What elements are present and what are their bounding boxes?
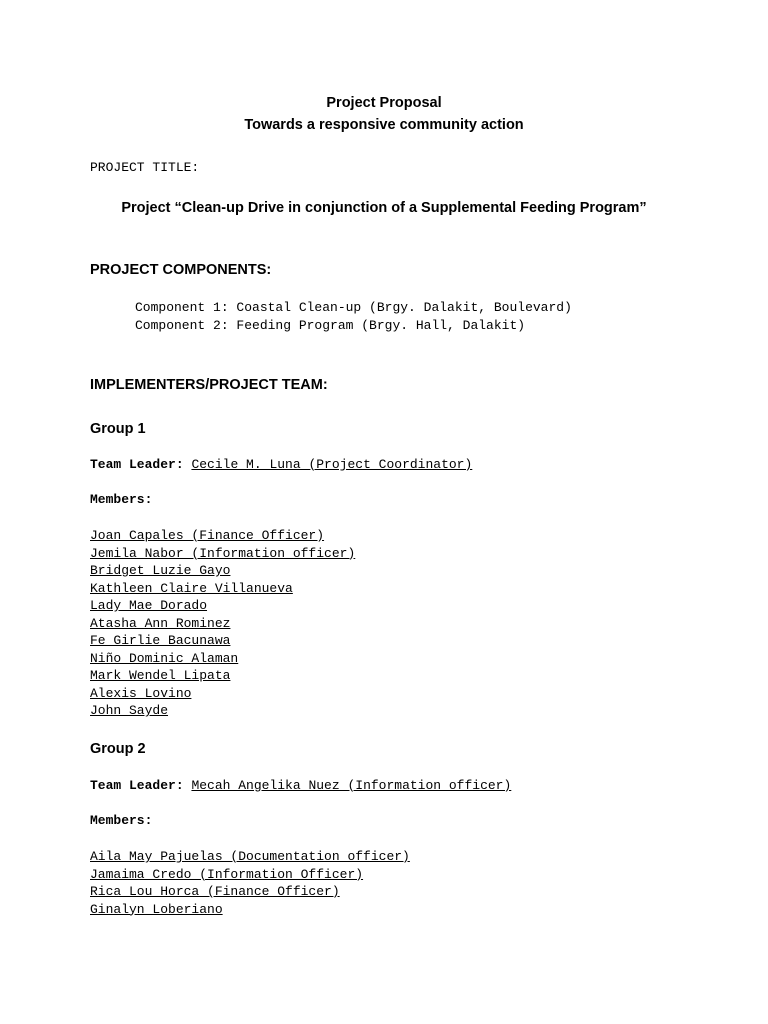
group-2-heading: Group 2 xyxy=(90,741,146,757)
list-item: Mark Wendel Lipata xyxy=(90,668,231,683)
list-item: Ginalyn Loberiano xyxy=(90,901,223,917)
group-1-member-list xyxy=(90,527,355,720)
list-item: Kathleen Claire Villanueva xyxy=(90,580,293,596)
team-heading: IMPLEMENTERS/PROJECT TEAM: xyxy=(90,377,328,393)
group-2-leader-name: Mecah Angelika Nuez (Information officer) xyxy=(191,778,512,793)
list-item: Alexis Lovino xyxy=(90,685,192,701)
list-item: Bridget Luzie Gayo xyxy=(90,563,231,578)
group-2-leader-line xyxy=(90,778,511,793)
components-heading: PROJECT COMPONENTS: xyxy=(90,262,272,278)
document-title: Project Proposal xyxy=(326,95,442,111)
list-item: Fe Girlie Bacunawa xyxy=(90,633,231,648)
group-1-leader-name: Cecile M. Luna (Project Coordinator) xyxy=(191,457,473,472)
project-name: Project “Clean-up Drive in conjunction of a Supplemental Feeding Program” xyxy=(121,200,647,216)
components-list xyxy=(135,299,572,334)
list-item: Atasha Ann Rominez xyxy=(90,615,231,631)
list-item: Lady Mae Dorado xyxy=(90,598,208,613)
list-item: Rica Lou Horca (Finance Officer) xyxy=(90,884,340,899)
team-leader-label: Team Leader: xyxy=(90,778,184,793)
component-item: Component 2: Feeding Program (Brgy. Hall, Dalakit) xyxy=(135,317,526,333)
document-subtitle: Towards a responsive community action xyxy=(244,117,524,133)
list-item: Niño Dominic Alaman xyxy=(90,650,239,666)
group-2-member-list xyxy=(90,848,410,918)
list-item: Jamaima Credo (Information Officer) xyxy=(90,866,364,882)
group-1-heading: Group 1 xyxy=(90,421,146,437)
group-1-leader-line xyxy=(90,457,472,472)
group-2-members-label: Members: xyxy=(90,813,153,828)
list-item: Aila May Pajuelas (Documentation officer) xyxy=(90,849,410,864)
group-1-members-label: Members: xyxy=(90,492,153,507)
list-item: Jemila Nabor (Information officer) xyxy=(90,545,356,561)
team-leader-label: Team Leader: xyxy=(90,457,184,472)
list-item: Joan Capales (Finance Officer) xyxy=(90,528,325,543)
project-title-label: PROJECT TITLE: xyxy=(90,160,200,175)
list-item: John Sayde xyxy=(90,703,169,718)
component-item: Component 1: Coastal Clean-up (Brgy. Dalakit, Boulevard) xyxy=(135,300,572,315)
